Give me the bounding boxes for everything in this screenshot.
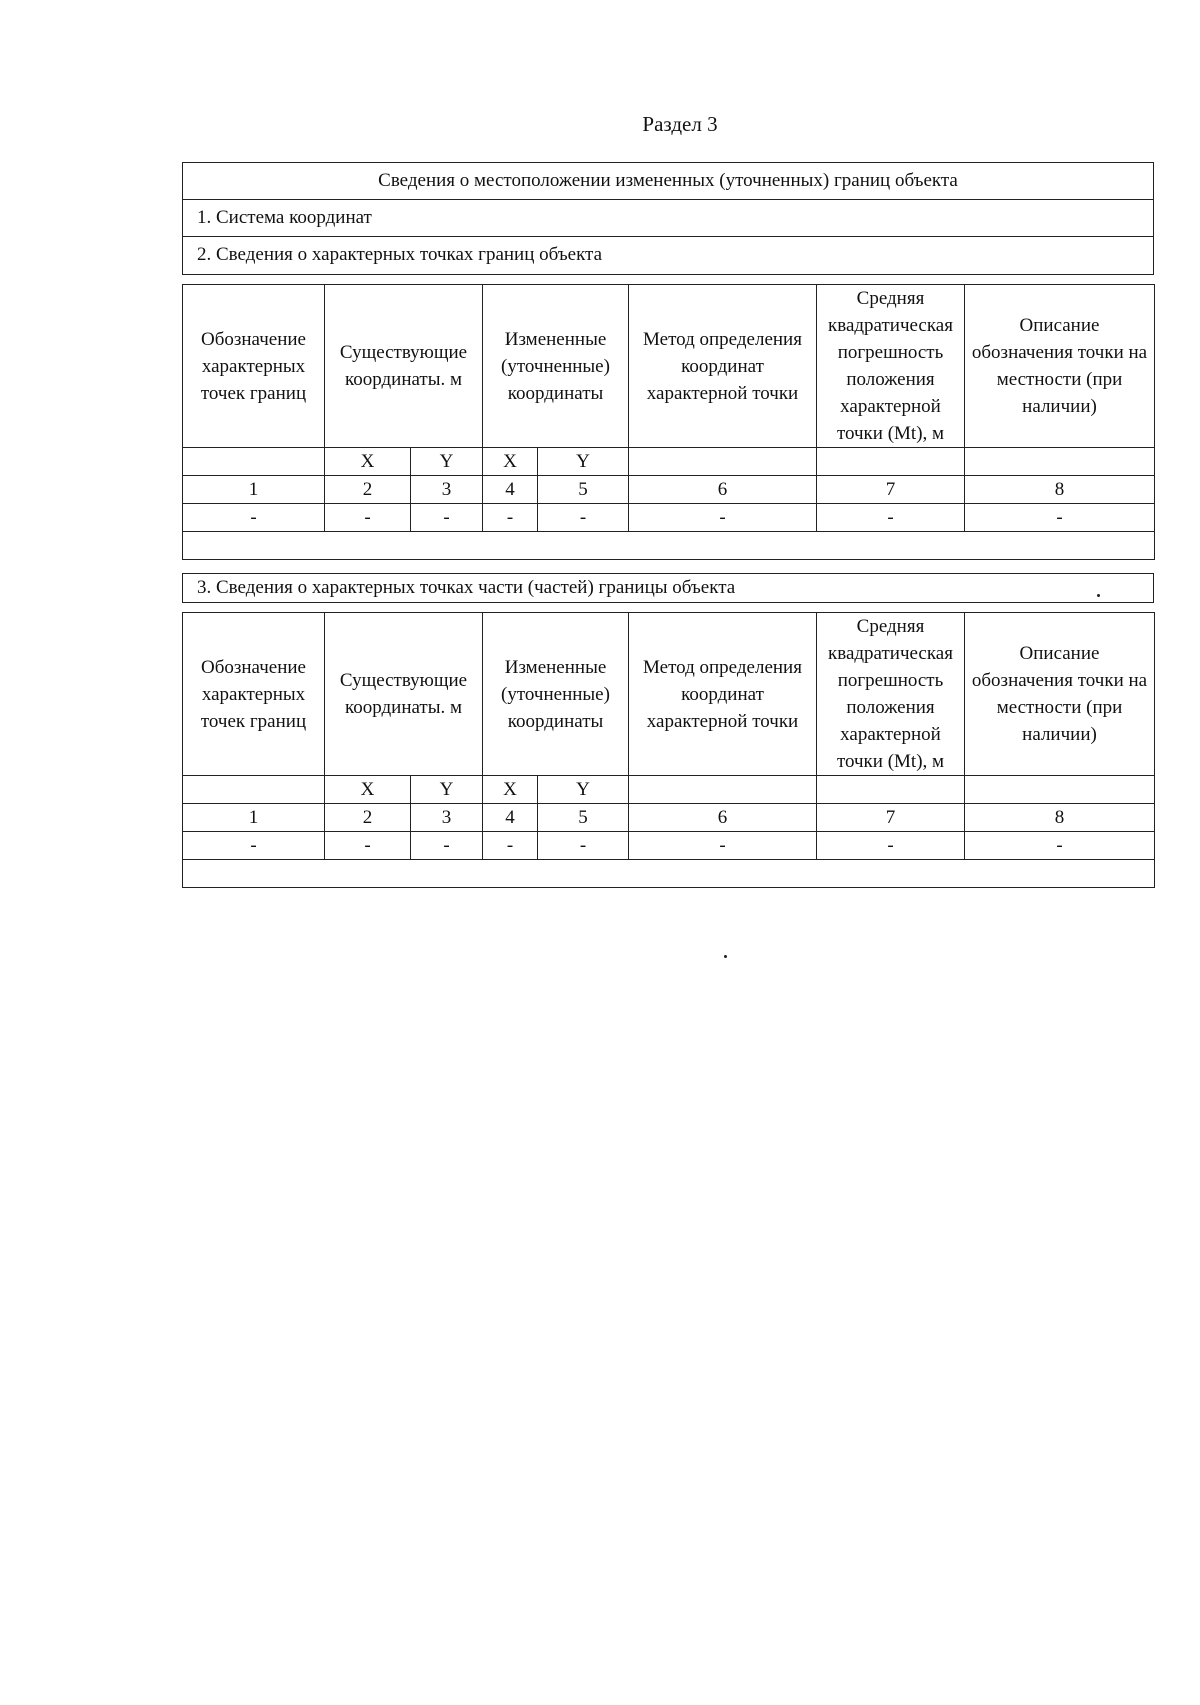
table-cell: -: [629, 832, 817, 860]
header-method: Метод определения координат характерной точки: [629, 285, 817, 448]
header-description: Описание обозначения точки на местности (при наличии): [965, 285, 1155, 448]
table-row: [183, 832, 1155, 860]
table-cell: -: [411, 504, 483, 532]
empty-row: [183, 532, 1155, 560]
x-label: X: [483, 448, 538, 476]
header-mean-error: Средняя квадратическая погрешность положения характерной точки (Mt), м: [817, 285, 965, 448]
table-cell: -: [538, 832, 629, 860]
column-number: 6: [629, 476, 817, 504]
part-boundary-heading: 3. Сведения о характерных точках части (частей) границы объекта: [182, 573, 1154, 603]
header-point-designation: Обозначение характерных точек границ: [183, 285, 325, 448]
table-cell: -: [325, 832, 411, 860]
table-row: [183, 504, 1155, 532]
page-title: Раздел 3: [642, 112, 718, 136]
column-number: 4: [483, 804, 538, 832]
column-number: 1: [183, 804, 325, 832]
dot-mark: [1097, 594, 1100, 597]
column-numbers-row: [183, 476, 1155, 504]
header-description: Описание обозначения точки на местности (при наличии): [965, 613, 1155, 776]
column-number: 1: [183, 476, 325, 504]
table-cell: -: [183, 504, 325, 532]
column-number: 4: [483, 476, 538, 504]
xy-row: [183, 448, 1155, 476]
column-number: 7: [817, 804, 965, 832]
header-point-designation: Обозначение характерных точек границ: [183, 613, 325, 776]
y-label: Y: [411, 448, 483, 476]
table-cell: -: [965, 504, 1155, 532]
header-method: Метод определения координат характерной точки: [629, 613, 817, 776]
y-label: Y: [538, 448, 629, 476]
header-changed-coordinates: Измененные (уточненные) координаты: [483, 613, 629, 776]
xy-row: [183, 776, 1155, 804]
column-number: 8: [965, 476, 1155, 504]
header-existing-coordinates: Существующие координаты. м: [325, 285, 483, 448]
column-number: 3: [411, 476, 483, 504]
y-label: Y: [411, 776, 483, 804]
table-cell: -: [538, 504, 629, 532]
column-number: 3: [411, 804, 483, 832]
table-cell: -: [483, 504, 538, 532]
x-label: X: [325, 776, 411, 804]
section-box: [182, 162, 1154, 275]
column-number: 5: [538, 804, 629, 832]
header-changed-coordinates: Измененные (уточненные) координаты: [483, 285, 629, 448]
column-number: 2: [325, 804, 411, 832]
empty-row: [183, 860, 1155, 888]
column-number: 6: [629, 804, 817, 832]
boundary-points-table: [182, 284, 1155, 560]
table-cell: -: [325, 504, 411, 532]
table-cell: -: [817, 832, 965, 860]
column-number: 7: [817, 476, 965, 504]
table-cell: -: [629, 504, 817, 532]
coordinate-system-row: 1. Система координат: [183, 200, 1153, 237]
column-number: 5: [538, 476, 629, 504]
boundary-points-heading: 2. Сведения о характерных точках границ объекта: [197, 244, 603, 265]
column-number: 8: [965, 804, 1155, 832]
table-cell: -: [183, 832, 325, 860]
section-heading: Сведения о местоположении измененных (уточненных) границ объекта: [183, 163, 1153, 200]
x-label: X: [325, 448, 411, 476]
part-boundary-points-table: [182, 612, 1155, 888]
column-numbers-row: [183, 804, 1155, 832]
table-cell: -: [483, 832, 538, 860]
column-number: 2: [325, 476, 411, 504]
x-label: X: [483, 776, 538, 804]
header-mean-error: Средняя квадратическая погрешность положения характерной точки (Mt), м: [817, 613, 965, 776]
table-cell: -: [817, 504, 965, 532]
table-cell: -: [965, 832, 1155, 860]
dot-mark: [724, 955, 727, 958]
table-cell: -: [411, 832, 483, 860]
header-existing-coordinates: Существующие координаты. м: [325, 613, 483, 776]
y-label: Y: [538, 776, 629, 804]
